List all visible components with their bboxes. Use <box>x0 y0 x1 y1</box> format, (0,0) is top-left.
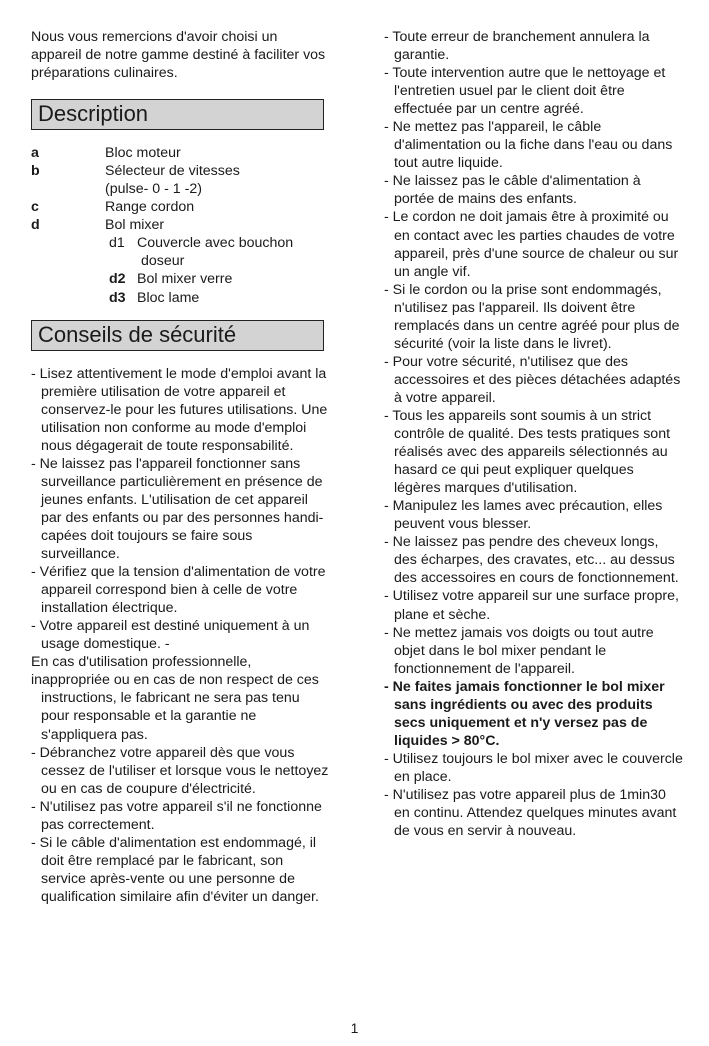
item-text: Bloc moteur <box>105 145 181 162</box>
safety-item: - Utilisez votre appareil sur une surface propre, plane et sèche. <box>384 588 679 623</box>
safety-item-warning: - Ne faites jamais fonctionner le bol mixer sans ingrédients ou avec des produits secs uniquement et n'y versez pas de liquides > 80°C. <box>384 678 665 749</box>
left-column <box>31 28 331 906</box>
item-text: Bol mixer <box>105 217 165 234</box>
safety-item: - Lisez attentivement le mode d'emploi avant la première utilisation de votre appareil et conservez-le pour les futures utilisations. Une utilisation non conforme au mode d'emploi nous dégagerait de toute responsabilité. <box>31 365 328 454</box>
safety-item: - Ne mettez jamais vos doigts ou tout autre objet dans le bol mixer pendant le fonctionnement de l'appareil. <box>384 624 654 677</box>
sub-item-text: Bol mixer verre <box>137 271 233 288</box>
safety-item: - Ne mettez pas l'appareil, le câble d'alimentation ou la fiche dans l'eau ou dans tout autre liquide. <box>384 119 673 172</box>
right-safety-list <box>384 28 684 840</box>
item-text: Sélecteur de vitesses <box>105 163 240 180</box>
description-sub-item <box>31 234 331 252</box>
item-text: Range cordon <box>105 199 195 216</box>
sub-item-key: d3 <box>109 289 126 306</box>
safety-item: - Si le câble d'alimentation est endommagé, il doit être remplacé par le fabricant, son service après-vente ou une personne de qualification similaire afin d'éviter un danger. <box>31 834 319 905</box>
item-key: c <box>31 199 39 216</box>
safety-item: - Vérifiez que la tension d'alimentation de votre appareil correspond bien à celle de votre installation électrique. <box>31 564 326 617</box>
sub-item-text: Couvercle avec bouchon <box>137 235 294 252</box>
sub-item-text: doseur <box>141 253 185 270</box>
item-key: b <box>31 163 40 180</box>
description-item <box>31 198 331 216</box>
safety-item: - N'utilisez pas votre appareil s'il ne fonctionne pas correctement. <box>31 798 322 833</box>
sub-item-key: d1 <box>109 235 125 252</box>
sub-item-text: Bloc lame <box>137 289 200 306</box>
safety-item: inappropriée ou en cas de non respect de ces instructions, le fabricant ne sera pas tenu pour responsable et la garantie ne s'appliquera pas. <box>31 672 319 743</box>
item-key: d <box>31 217 40 234</box>
safety-item: - Ne laissez pas le câble d'alimentation à portée de mains des enfants. <box>384 173 641 208</box>
safety-item: - Votre appareil est destiné uniquement à un usage domestique. - <box>31 618 310 653</box>
description-heading: Description <box>31 99 324 130</box>
sub-item-key: d2 <box>109 271 126 288</box>
conseils-heading: Conseils de sécurité <box>31 320 324 351</box>
safety-item: - Le cordon ne doit jamais être à proximité ou en contact avec les parties chaudes de votre appareil, près d'une source de chaleur ou sur un angle vif. <box>384 209 679 280</box>
left-safety-list-2 <box>31 671 331 906</box>
safety-item: - Si le cordon ou la prise sont endommagés, n'utilisez pas l'appareil. Ils doivent être remplacés dans un centre agréé pour plus de sécurité (voir la liste dans le livret). <box>384 281 680 352</box>
safety-continuation-line: En cas d'utilisation professionnelle, <box>31 654 252 671</box>
description-item <box>31 216 331 234</box>
description-sub-item <box>31 289 331 307</box>
right-column <box>384 28 684 840</box>
description-item <box>31 144 331 162</box>
item-text: (pulse- 0 - 1 -2) <box>105 181 202 198</box>
description-item <box>31 180 331 198</box>
safety-item: - Ne laissez pas pendre des cheveux longs, des écharpes, des cravates, etc... au dessus des accessoires en cours de fonctionnement. <box>384 534 679 587</box>
item-key: a <box>31 145 39 162</box>
safety-item: - Ne laissez pas l'appareil fonctionner sans surveillance particulièrement en présence de jeunes enfants. L'utilisation de cet appareil par des enfants ou par des personnes handi-capées doit toujours se faire sous surveillance. <box>31 455 324 563</box>
description-sub-item <box>31 270 331 288</box>
safety-item: - Tous les appareils sont soumis à un strict contrôle de qualité. Des tests pratiques sont réalisés avec des appareils sélectionnés au hasard ce qui peut expliquer quelques légères marques d'utilisation. <box>384 407 671 497</box>
left-safety-list <box>31 365 331 654</box>
safety-item: - Utilisez toujours le bol mixer avec le couvercle en place. <box>384 750 683 785</box>
description-list <box>31 144 331 306</box>
description-item <box>31 162 331 180</box>
intro-text: Nous vous remercions d'avoir choisi un appareil de notre gamme destiné à faciliter vos préparations culinaires. <box>31 29 326 82</box>
safety-item: - Débranchez votre appareil dès que vous cessez de l'utiliser et lorsque vous le nettoyez ou en cas de coupure d'électricité. <box>31 744 329 797</box>
safety-item: - Toute intervention autre que le nettoyage et l'entretien usuel par le client doit être effectuée par un centre agréé. <box>384 65 666 118</box>
safety-item: - Pour votre sécurité, n'utilisez que des accessoires et des pièces détachées adaptés à votre appareil. <box>384 353 681 406</box>
safety-item: - Toute erreur de branchement annulera la garantie. <box>384 29 650 64</box>
safety-item: - Manipulez les lames avec précaution, elles peuvent vous blesser. <box>384 498 663 533</box>
page-number: 1 <box>350 1020 359 1036</box>
description-sub-item <box>31 252 331 270</box>
safety-item: - N'utilisez pas votre appareil plus de 1min30 en continu. Attendez quelques minutes avant de vous en servir à nouveau. <box>384 786 677 840</box>
